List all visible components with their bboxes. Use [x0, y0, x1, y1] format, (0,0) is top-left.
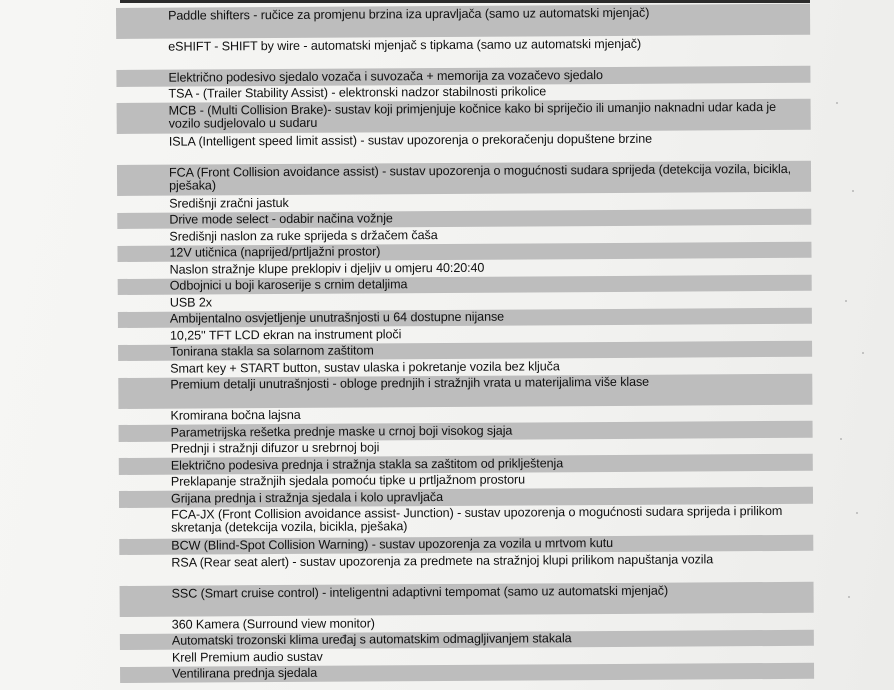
- feature-row: MCB - (Multi Collision Brake)- sustav koji primjenjuje kočnice kako bi spriječio ili umanjio naknadni udar kada je vozilo sudjelovalo u sudaru: [117, 99, 811, 134]
- feature-row: Drive mode select - odabir načina vožnje: [117, 208, 811, 229]
- feature-row: eSHIFT - SHIFT by wire - automatski mjenjač s tipkama (samo uz automatski mjenjač): [168, 36, 642, 54]
- scan-speck: [848, 596, 850, 598]
- feature-row: FCA (Front Collision avoidance assist) - sustav upozorenja o mogućnosti sudara sprijeda (detekcija vozila, bicikla, pješaka): [117, 161, 811, 196]
- scan-speck: [852, 190, 854, 192]
- feature-row: Ventilirana prednja sjedala: [120, 662, 814, 683]
- feature-row: ISLA (Intelligent speed limit assist) - sustav upozorenja o prekoračenju dopuštene brzine: [168, 131, 653, 149]
- feature-row: Preklapanje stražnjih sjedala pomoću tipke u prtljažnom prostoru: [170, 472, 526, 489]
- feature-row: Električno podesivo sjedalo vozača i suvozača + memorija za vozačevo sjedalo: [116, 66, 810, 87]
- scan-speck: [856, 512, 858, 514]
- feature-row: SSC (Smart cruise control) - inteligentni adaptivni tempomat (samo uz automatski mjenjač): [120, 582, 814, 617]
- feature-row: Premium detalji unutrašnjosti - obloge prednjih i stražnjih vrata u materijalima više klase: [118, 373, 812, 408]
- feature-row: Parametrijska rešetka prednje maske u crnoj boji visokog sjaja: [119, 421, 813, 442]
- feature-row: RSA (Rear seat alert) - sustav upozorenja za predmete na stražnjoj klupi prilikom napuštanja vozila: [171, 551, 714, 570]
- feature-row: Grijana prednja i stražnja sjedala i kolo upravljača: [119, 487, 813, 508]
- feature-row: 12V utičnica (naprijed/prtljažni prostor): [117, 241, 811, 262]
- feature-row: Središnji naslon za ruke sprijeda s držačem čaša: [169, 227, 438, 244]
- feature-row: Odbojnici u boji karoserije s crnim detaljima: [118, 274, 812, 295]
- scan-speck: [836, 102, 838, 104]
- feature-row: BCW (Blind-Spot Collision Warning) - sustav upozorenja za vozila u mrtvom kutu: [119, 534, 813, 555]
- feature-list: [116, 4, 814, 683]
- feature-row: Naslon stražnje klupe preklopiv i djeljiv u omjeru 40:20:40: [169, 260, 485, 277]
- feature-row: Paddle shifters - ručice za promjenu brzina iza upravljača (samo uz automatski mjenjač): [116, 4, 810, 39]
- scan-speck: [862, 352, 864, 354]
- scan-speck: [840, 438, 842, 440]
- feature-row: Tonirana stakla sa solarnom zaštitom: [118, 340, 812, 361]
- feature-row: Središnji zračni jastuk: [169, 195, 289, 211]
- feature-row: USB 2x: [169, 294, 212, 310]
- feature-row: Krell Premium audio sustav: [171, 649, 323, 665]
- feature-row: FCA-JX (Front Collision avoidance assist- Junction) - sustav upozorenja o mogućnosti sudara sprijeda i prilikom skretanja (detekcija vozila, bicikla, pješaka): [171, 503, 783, 535]
- feature-row: TSA - (Trailer Stability Assist) - elektronski nadzor stabilnosti prikolice: [168, 84, 547, 101]
- feature-row: Smart key + START button, sustav ulaska i pokretanje vozila bez ključa: [170, 358, 560, 376]
- scan-speck: [845, 300, 847, 302]
- feature-row: 360 Kamera (Surround view monitor): [171, 615, 375, 632]
- feature-row: 10,25'' TFT LCD ekran na instrument ploči: [169, 326, 402, 343]
- top-rule: [120, 0, 810, 3]
- feature-row: Električno podesiva prednja i stražnja stakla sa zaštitom od priklještenja: [119, 454, 813, 475]
- feature-row: Automatski trozonski klima uređaj s automatskim odmagljivanjem stakala: [120, 629, 814, 650]
- feature-row: Prednji i stražnji difuzor u srebrnoj boji: [170, 440, 380, 456]
- feature-row: Ambijentalno osvjetljenje unutrašnjosti u 64 dostupne nijanse: [118, 307, 812, 328]
- feature-row: Kromirana bočna lajsna: [170, 407, 301, 423]
